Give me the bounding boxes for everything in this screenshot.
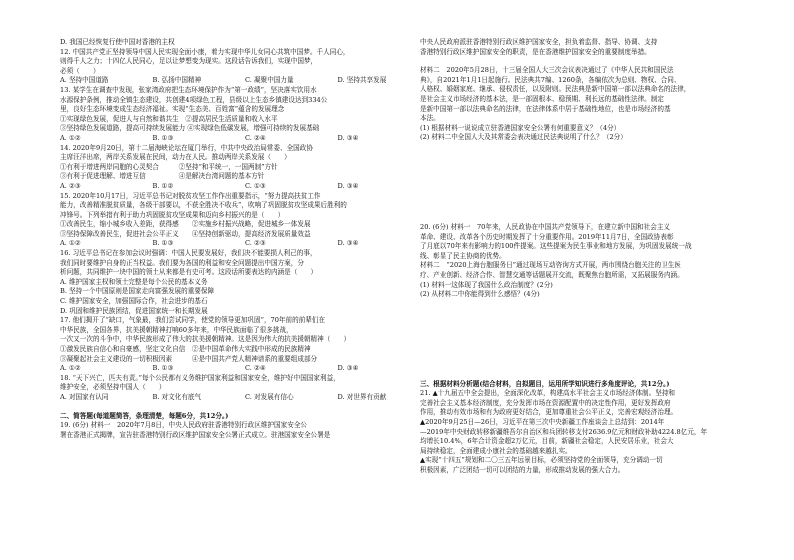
q20-line: 革命、建设、改革各个历史时期发挥了十分重要作用。2019年11月7日，全国政协表彰 [420,232,674,241]
q20-line: 20. (6分) 材料一 70年来，人民政协在中国共产党领导下，在建立新中国和社会主义 [420,222,671,231]
option-c: C. ②④ [245,364,266,373]
q19-subquestion: (2) 材料二中全国人大及其常委会表决通过民法典说明了什么？（2分） [420,133,627,142]
option-b: B. 对文化有底气 [152,392,202,401]
option-b: B. ①③ [152,239,174,248]
question-21 [420,389,790,475]
option-a: A. ①② [60,239,81,248]
option-b: B. 坚持一个中国原则是国家走向富强发展的重要保障 [60,287,215,296]
q21-line: ▲实现“十四五”规划和二〇三五年远景目标，必须坚持党的全面领导，充分调动一切 [420,456,663,465]
q15-stem-line: 能力，改善精准脱贫质量，各级干部要以，不获全胜决不收兵”，吹响了巩固脱贫攻坚成果后胜利的 [60,201,347,210]
q18-stem-line: 维护安全，必须坚持中国人（ ） [60,383,166,392]
q19-material2-line: 人格权、婚姻家庭、继承、侵权责任，以及附则。民法典是新中国第一部以法典命名的法律， [420,85,691,94]
question-19 [60,421,430,440]
q17-stem-line: 中华民族，全国各界，抗美援朝精神打响60多年来，中华民族面临了很多挑战， [60,325,293,334]
q14-choice-line: ③有利于促进理解、增进互信 ④是解决台湾问题的基本方针 [60,172,265,181]
q14-choice-line: ①有利于增进两岸同胞的心灵契合 ②坚持“和平统一，一国两制”方针 [60,162,278,171]
option-c: C. ②④ [245,133,266,142]
option-a: A. 对国家有认同 [60,392,109,401]
option-d: D. ③④ [337,133,359,142]
q16-stem-line: 析问题，共同维护一块中国的领土从来都是有史可考。这段话所要表达的内涵是（ ） [60,268,318,277]
q15-stem-line: 15. 2020年10月17日，习近平总书记对脱贫攻坚工作作出重要指示，“努力提高扶贫工作 [60,191,321,200]
q12-stem-line: 必须（ ） [60,66,100,75]
question-20 [420,223,790,300]
question-13 [60,86,430,144]
q20-subquestion: (2) 从材料二中你能得到什么感悟？(4分) [420,290,540,299]
q14-options [60,182,430,192]
q13-stem-line: 13. 某学生在调查中发现，张家湾政府把生态环境保护作为“第一政绩”，坚决落实饮用水 [60,85,317,94]
q19-material2-line: 是社会主义市场经济的基本法，是一部固根本、稳预期、利长远的基础性法律。制定 [420,94,664,103]
question-12 [60,48,430,86]
q13-choice-line: ①实现绿色发展，促进人与自然和谐共生 ②提高居民生活质量和收入水平 [60,114,278,123]
q19-material2-line: 典》，自2021年1月1日起施行。民法典共7编、1260条，各编依次为总则、物权、合同、 [420,75,681,84]
q17-choice-line: ③凝聚起社会主义建设的一切积极因素 ④是中国共产党人精神谱系的重要组成部分 [60,354,318,363]
q14-stem-line: 主席汪洋出席，两岸关系发展在民间，动力在人民。推动两岸关系发展（ ） [60,153,291,162]
question-14 [60,144,430,192]
section-heading-3: 三、根据材料分析题(结合材料，自拟题目，运用所学知识进行多角度评论，共12分。) [420,379,670,388]
q12-stem-line: 12. 中国共产党正坚持领导中国人民实现全面小康，着力实现中华儿女同心共筑中国梦。千人同心， [60,47,350,56]
q19-material2-line: 材料二 2020年5月28日，十三届全国人大三次会议表决通过了《中华人民共和国民法 [420,66,674,75]
option-c: C. 维护国家安全，加强国际合作，社会进步的基石 [60,297,208,306]
option-c: C. ②③ [245,239,266,248]
q21-line: —2019年中央财政转移新疆维吾尔自治区和兵团转移支付2636.9亿元和财政补助4224.8亿元，年 [420,427,708,436]
q15-stem-line: 冲锋号。下列举措有利于助力巩固脱贫攻坚成果和迈向乡村振兴的是（ ） [60,210,285,219]
option-b: B. ①③ [152,364,174,373]
option-b: B. ①② [152,181,174,190]
q21-line: ▲2020年9月25日—26日，习近平在第三次中央新疆工作座谈会上总结到：2014年 [420,418,665,427]
option-d: D. 巩固和维护民族团结，促进国家统一和长期发展 [60,306,208,315]
option-a: A. 维护国家主权和领土完整是每个公民的基本义务 [60,277,208,286]
q16-stem-line: 我们同时要维护自身的正当权益。我们要为各国的利益和安全问题提出中国方案，分 [60,258,304,267]
q18-options [60,393,430,403]
q21-line: 作用，推动有效市场和有为政府更好结合，更加尊重社会公平正义，完善宏观经济治理。 [420,408,678,417]
option-a: A. ①② [60,133,81,142]
option-a: A. ①② [60,364,81,373]
q21-line: 完善社会主义基本经济制度，充分发挥市场在资源配置中的决定性作用，更好发挥政府 [420,398,671,407]
option-d: D. ③④ [337,181,359,190]
q20-material2-line: 材料二 “2020上海台胞服务日”通过现场互动咨询方式开展，两市围绕台胞关注的卫生医 [420,261,681,270]
option-c: C. 凝聚中国力量 [245,76,294,85]
option-d: D. ③④ [337,239,359,248]
q15-choice-line: ③坚持保障改善民生，促进社会公平正义 ④坚持创新驱动，提高经济发展质量效益 [60,229,311,238]
q17-stem-line: 17. 他们揭开了“缺口，气象最，我们尝试同学，使党的领导更加巩固”，70年前的前辈们在 [60,316,326,325]
q21-line: 均增长10.4%，6年合计资金超2万亿元，目前，新疆社会稳定，人民安居乐业，社会大 [420,437,674,446]
q19-line: 中央人民政府派驻香港特别行政区维护国家安全，担负着监督、指导、协调、支持 [420,38,658,46]
q17-stem-line: 一次又一次的斗争中，中华民族形成了伟大的抗美援朝精神。这是因为伟大的抗美援朝精神（ ） [60,335,351,344]
q21-line: 积极因素，广泛团结一切可以团结的力量，形成推动发展的强大合力。 [420,466,625,475]
q15-options [60,239,430,249]
option-a: A. ②③ [60,181,81,190]
right-column [420,38,790,476]
q19-material2-line: 是新中国第一部以法典命名的法律，在法律体系中居于基础性地位，也是市场经济的基 [420,104,671,113]
question-15 [60,192,430,250]
q13-choice-line: ③坚持绿色发展道路，提高可持续发展能力 ④实现绿色低碳发展，增强可持续的发展基础 [60,124,320,133]
q19-line: 香港特别行政区维护国家安全的职责，是在香港维护国家安全的重要制度举措。 [420,47,651,56]
option-c: C. ①③ [245,181,266,190]
section-heading-2: 二、简答题(每道题简答，条理清楚，每题6分，共12分。) [60,411,229,420]
q20-subquestion: (1) 材料一这体现了我国什么政治制度？(2分) [420,280,553,289]
q15-choice-line: ①改善民生，缩小城乡收入差距，获得感 ②实施乡村振兴战略，促进城乡一体发展 [60,220,311,229]
option-b: B. 弘扬中国精神 [152,76,202,85]
q17-choice-line: ①激发民族自信心和自豪感，坚定文化自信 ②是中国革命伟大实践中形成的民族精神 [60,345,311,353]
q20-line: 了月底以70年来有影响力的100件提案。这些提案为民生事业和地方发展，为巩固发展统一战 [420,242,692,251]
question-19-continued [420,38,790,143]
question-17 [60,316,430,374]
q18-stem-line: 18. “天下兴亡，匹夫有责。”每个公民都有义务维护国家利益和国家安全，维护好中国国家利益， [60,373,340,382]
option-d: D. ③④ [337,364,359,373]
q14-stem-line: 14. 2020年9月20日，第十二届海峡论坛在厦门举行，中共中央政治局常委、全国政协 [60,143,313,152]
question-18 [60,374,430,403]
option-d: D. 对世界有贡献 [337,392,387,401]
option-b: B. ①③ [152,133,174,142]
question-16 [60,249,430,316]
q21-line: 21. ▲十九届五中全会提出，全面深化改革，构建高水平社会主义市场经济体制。坚持和 [420,389,676,398]
q13-stem-line: 水源保护条例，推动全镇生态建设，共创建4项绿色工程，县级以上生态乡镇建设达到334公 [60,95,328,104]
q19-line: 署在香港正式揭牌，宣告驻香港特别行政区维护国家安全公署正式成立。驻港国家安全公署是 [60,430,331,439]
q19-line: 19. (6分) 材料一 2020年7月8日，中央人民政府驻香港特别行政区维护国家安全公 [60,421,308,430]
q19-subquestion: (1) 根据材料一说说成立驻香港国家安全公署有何重要意义？（4分） [420,123,621,132]
q19-material2-line: 本法。 [420,114,440,123]
q11-option-d: D. 我国已经恢复行使中国对香港的主权 [60,38,175,46]
q16-stem-line: 16. 习近平总书记在参加会议时强调：中国人民要发展好，我们决不能要损人利己的事， [60,249,317,258]
q13-options [60,134,430,144]
option-a: A. 坚持中国道路 [60,76,109,85]
option-d: D. 坚持共享发展 [337,76,387,85]
left-column [60,38,430,440]
q20-line: 线、彰显了民主协商的优势。 [420,251,506,260]
q17-options [60,364,430,374]
q13-stem-line: 里，良好生态环境变成生态经济福祉。实现“生态美、百姓富”蕴含的发展理念 [60,105,285,114]
option-c: C. 对发展有信心 [245,392,294,401]
q21-line: 局持续稳定，全面建成小康社会的基础越来越扎实。 [420,446,572,455]
q12-options [60,76,430,86]
q20-material2-line: 疗、产业创新、经济合作、智慧交通等话题展开交流，既聚焦台胞所需，又拓展服务内涵。 [420,270,684,279]
q12-stem-line: 则得千人之力；十四亿人民同心，足以让梦想变为现实。这段话告诉我们，实现中国梦， [60,57,318,66]
